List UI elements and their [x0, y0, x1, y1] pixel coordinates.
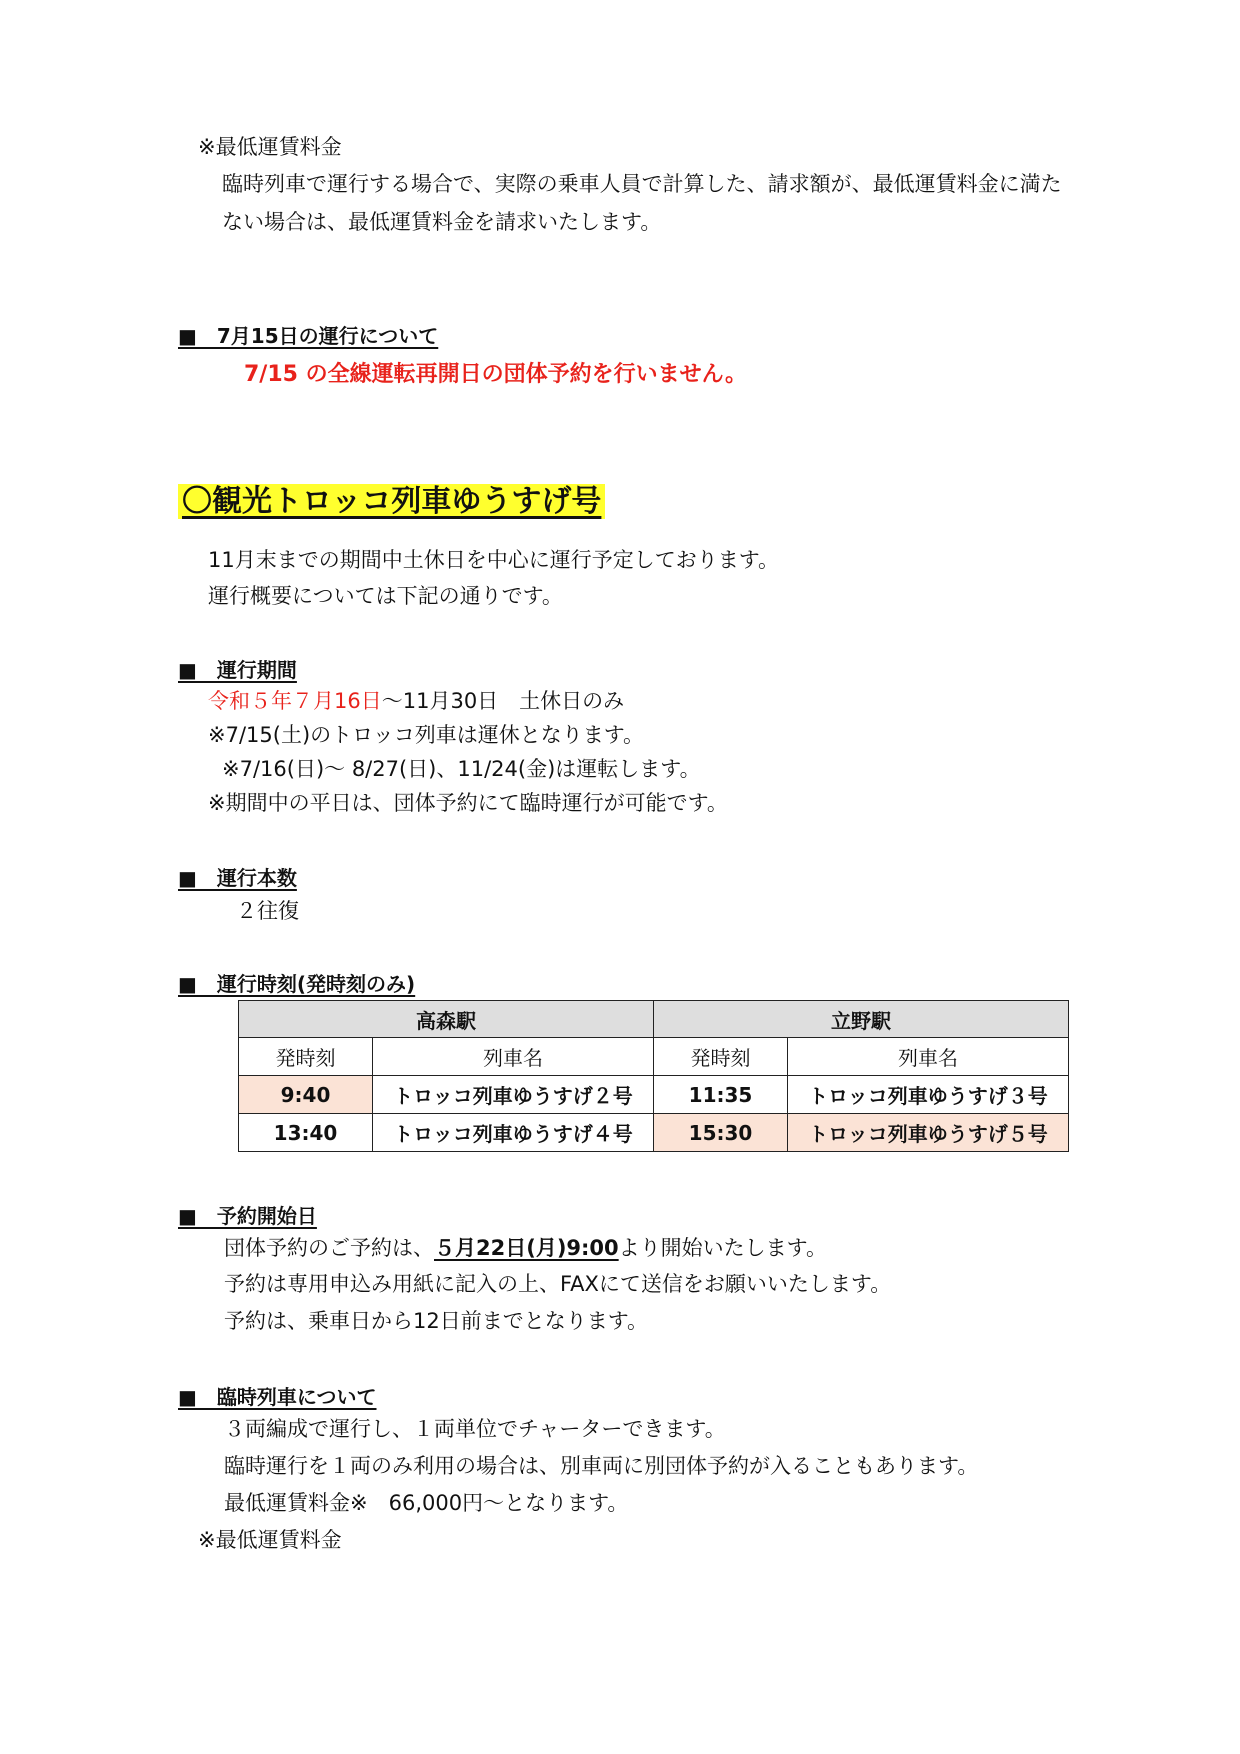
- period-heading: ■ 運行期間: [178, 658, 297, 682]
- min-fare-label: ※最低運賃料金: [198, 135, 342, 159]
- period-note1: ※7/15(土)のトロッコ列車は運休となります。: [208, 723, 645, 747]
- timetable-column-row: [239, 1038, 1069, 1076]
- special-line1: ３両編成で運行し、１両単位でチャーターできます。: [224, 1417, 726, 1441]
- count-value: ２往復: [236, 899, 299, 923]
- col-header-name: 列車名: [788, 1038, 1069, 1076]
- min-fare-text-line2: ない場合は、最低運賃料金を請求いたします。: [222, 210, 662, 234]
- col-header-name: 列車名: [373, 1038, 654, 1076]
- reservation-post: より開始いたします。: [618, 1236, 827, 1260]
- july15-heading: ■ 7月15日の運行について: [178, 324, 439, 348]
- special-heading: ■ 臨時列車について: [178, 1385, 377, 1409]
- reservation-start-date: ５月22日(月)9:00: [434, 1236, 619, 1260]
- col-header-time: 発時刻: [239, 1038, 373, 1076]
- intro-line2: 運行概要については下記の通りです。: [208, 584, 563, 608]
- intro-line1: 11月末までの期間中土休日を中心に運行予定しております。: [208, 548, 780, 572]
- period-range-rest: ～11月30日 土休日のみ: [381, 689, 625, 713]
- period-start-date: 令和５年７月16日: [208, 689, 382, 713]
- july15-notice: 7/15 の全線運転再開日の団体予約を行いません。: [244, 362, 747, 387]
- table-row: [239, 1076, 1069, 1114]
- section-title-text: 〇観光トロッコ列車ゆうすげ号: [178, 484, 605, 519]
- timetable-heading: ■ 運行時刻(発時刻のみ): [178, 972, 416, 996]
- period-range: [208, 687, 624, 715]
- departure-time: 9:40: [239, 1076, 373, 1114]
- section-title: [178, 482, 605, 522]
- period-note2: ※7/16(日)～ 8/27(日)、11/24(金)は運転します。: [222, 757, 701, 781]
- timetable-station-row: [239, 1001, 1069, 1038]
- reservation-pre: 団体予約のご予約は、: [224, 1236, 434, 1260]
- timetable: [238, 1000, 1069, 1152]
- departure-time: 13:40: [239, 1114, 373, 1152]
- count-heading: ■ 運行本数: [178, 866, 297, 890]
- table-row: [239, 1114, 1069, 1152]
- station-tateno: 立野駅: [654, 1001, 1069, 1038]
- reservation-line3: 予約は、乗車日から12日前までとなります。: [224, 1309, 649, 1333]
- period-note3: ※期間中の平日は、団体予約にて臨時運行が可能です。: [208, 791, 728, 815]
- reservation-line1: [224, 1234, 827, 1262]
- special-line2: 臨時運行を１両のみ利用の場合は、別車両に別団体予約が入ることもあります。: [224, 1454, 979, 1478]
- reservation-line2: 予約は専用申込み用紙に記入の上、FAXにて送信をお願いいたします。: [224, 1272, 892, 1296]
- train-name: トロッコ列車ゆうすげ４号: [373, 1114, 654, 1152]
- special-note: ※最低運賃料金: [198, 1528, 342, 1552]
- col-header-time: 発時刻: [654, 1038, 788, 1076]
- special-line3: 最低運賃料金※ 66,000円～となります。: [224, 1491, 629, 1515]
- train-name: トロッコ列車ゆうすげ５号: [788, 1114, 1069, 1152]
- train-name: トロッコ列車ゆうすげ２号: [373, 1076, 654, 1114]
- train-name: トロッコ列車ゆうすげ３号: [788, 1076, 1069, 1114]
- station-takamori: 高森駅: [239, 1001, 654, 1038]
- min-fare-text-line1: 臨時列車で運行する場合で、実際の乗車人員で計算した、請求額が、最低運賃料金に満た: [222, 172, 1062, 196]
- departure-time: 11:35: [654, 1076, 788, 1114]
- reservation-heading: ■ 予約開始日: [178, 1204, 317, 1228]
- departure-time: 15:30: [654, 1114, 788, 1152]
